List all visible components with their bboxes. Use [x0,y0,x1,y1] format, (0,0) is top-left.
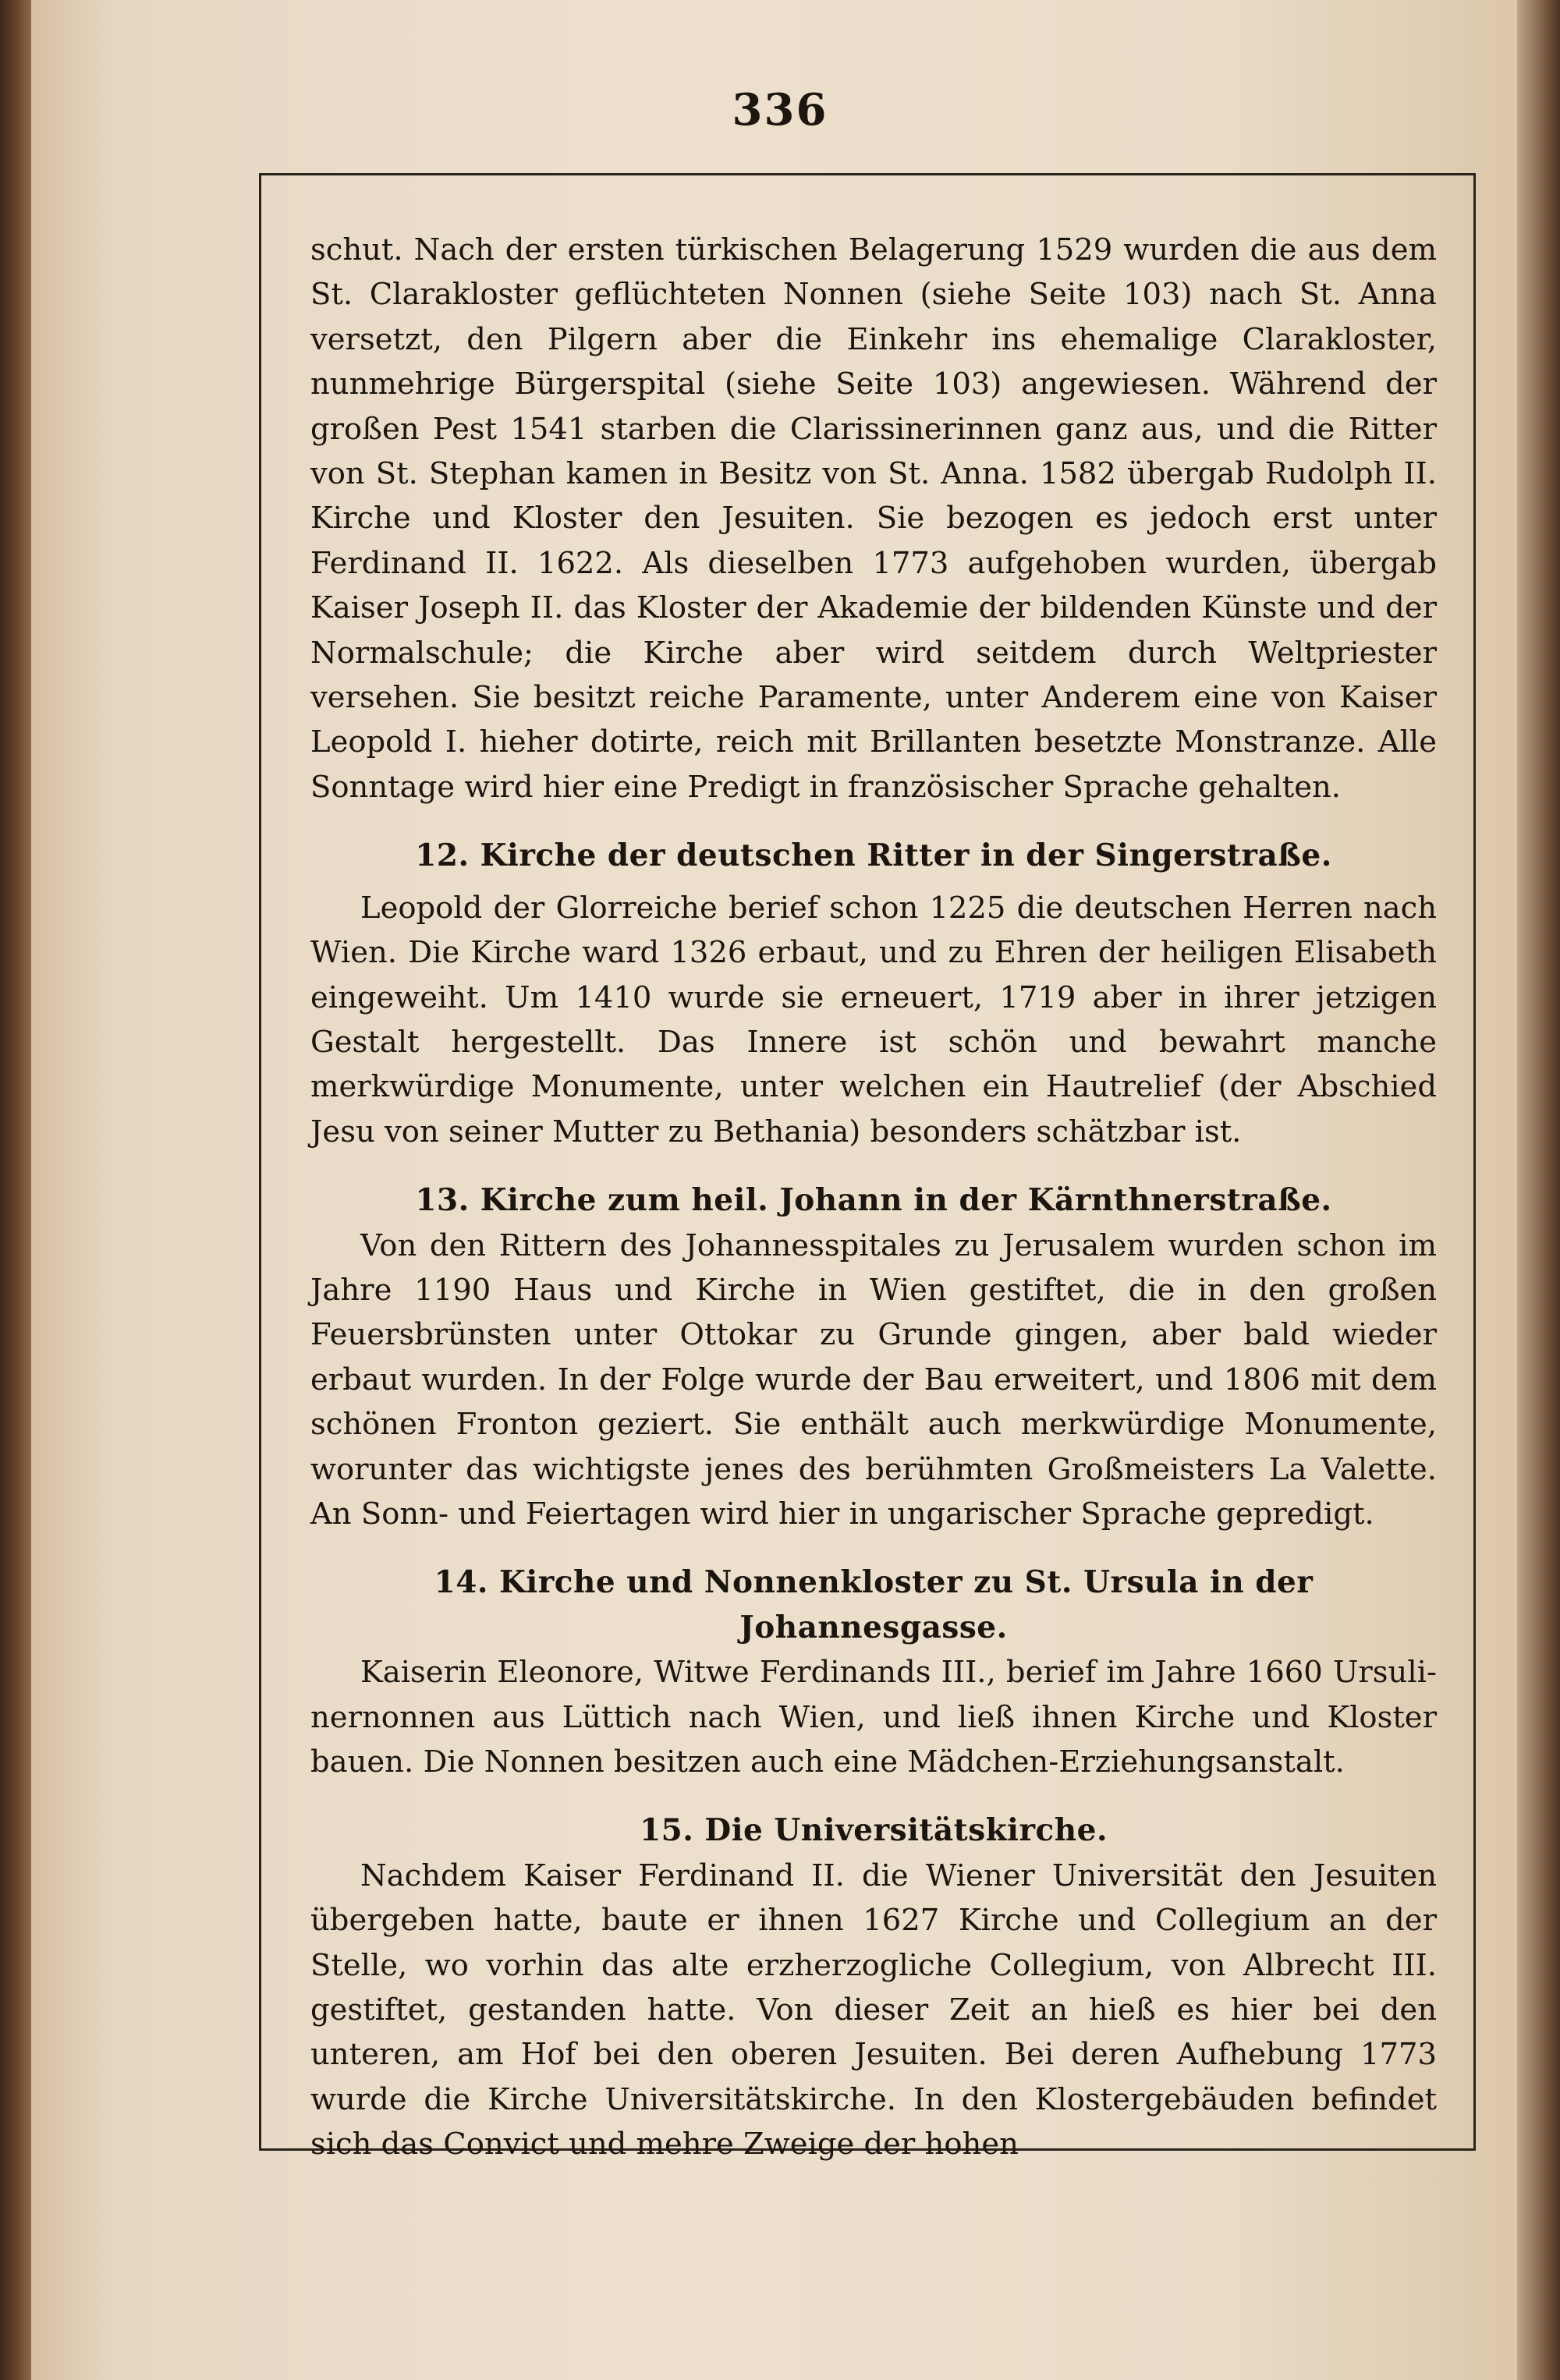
section-body-13: Von den Rittern des Johannesspitales zu Jerusalem wurden schon im Jahre 1190 Haus und Kirche in Wien gestiftet, die in den großen Feuersbrünsten unter Ottokar zu Grunde gingen, aber bald wieder erbaut wurden. In der Folge wurde der Bau erweitert, und 1806 mit dem schönen Fronton geziert. Sie enthält auch merkwürdige Monumente, worunter das wichtigste jenes des berühmten Großmeisters La Valette. An Sonn- und Feiertagen wird hier in ungarischer Sprache gepredigt. [310,1227,1437,1532]
section-heading-13: 13. Kirche zum heil. Johann in der Kärnthnerstraße. [415,1182,1332,1219]
section-heading-15: 15. Die Universitätskirche. [639,1812,1108,1849]
section-body-15: Nachdem Kaiser Ferdinand II. die Wiener Universität den Jesuiten übergeben hatte, baute er ihnen 1627 Kirche und Collegium an der Stelle, wo vorhin das alte erzherzogliche Collegium, von Albrecht III. gestiftet, gestanden hatte. Von dieser Zeit an hieß es hier bei den unteren, am Hof bei den oberen Jesuiten. Bei deren Aufhebung 1773 wurde die Kirche Universitätskirche. In den Klostergebäuden befindet sich das Convict und mehre Zweige der hohen [310,1858,1437,2162]
section-heading-14: 14. Kirche und Nonnenkloster zu St. Ursula in der Johannesgasse. [434,1564,1314,1645]
intro-paragraph: schut. Nach der ersten türkischen Belagerung 1529 wurden die aus dem St. Clarakloster geflüchteten Nonnen (siehe Seite 103) nach St. Anna versetzt, den Pilgern aber die Einkehr ins ehemalige Clarakloster, nunmehrige Bürgerspital (siehe Seite 103) angewiesen. Während der großen Pest 1541 starben die Clarissinerinnen ganz aus, und die Ritter von St. Stephan kamen in Besitz von St. Anna. 1582 übergab Rudolph II. Kirche und Kloster den Jesuiten. Sie bezogen es jedoch erst unter Ferdinand II. 1622. Als dieselben 1773 aufgehoben wurden, übergab Kaiser Joseph II. das Kloster der Akademie der bildenden Künste und der Normalschule; die Kirche aber wird seitdem durch Weltpriester versehen. Sie besitzt reiche Paramente, unter Anderem eine von Kaiser Leopold I. hieher dotirte, reich mit Brillanten besetzte Monstranze. Alle Sonntage wird hier eine Predigt in französischer Sprache gehalten. [310,232,1437,805]
page-number: 336 [732,84,828,136]
section-heading-12: 12. Kirche der deutschen Ritter in der Singerstraße. [415,838,1332,874]
section-body-12: Leopold der Glorreiche berief schon 1225 die deutschen Herren nach Wien. Die Kirche ward 1326 erbaut, und zu Ehren der heiligen Elisabeth eingeweiht. Um 1410 wurde sie erneuert, 1719 aber in ihrer jetzigen Gestalt hergestellt. Das Innere ist schön und bewahrt manche merkwürdige Monumente, unter welchen ein Hautrelief (der Abschied Jesu von seiner Mutter zu Bethania) besonders schätzbar ist. [310,890,1437,1149]
text-block [310,228,1437,2167]
page-edge [1517,0,1560,2380]
section-body-14: Kaiserin Eleonore, Witwe Ferdinands III., berief im Jahre 1660 Ursulinernonnen aus Lüttich nach Wien, und ließ ihnen Kirche und Kloster bauen. Die Nonnen besitzen auch eine Mädchen-Erziehungsanstalt. [310,1655,1437,1780]
